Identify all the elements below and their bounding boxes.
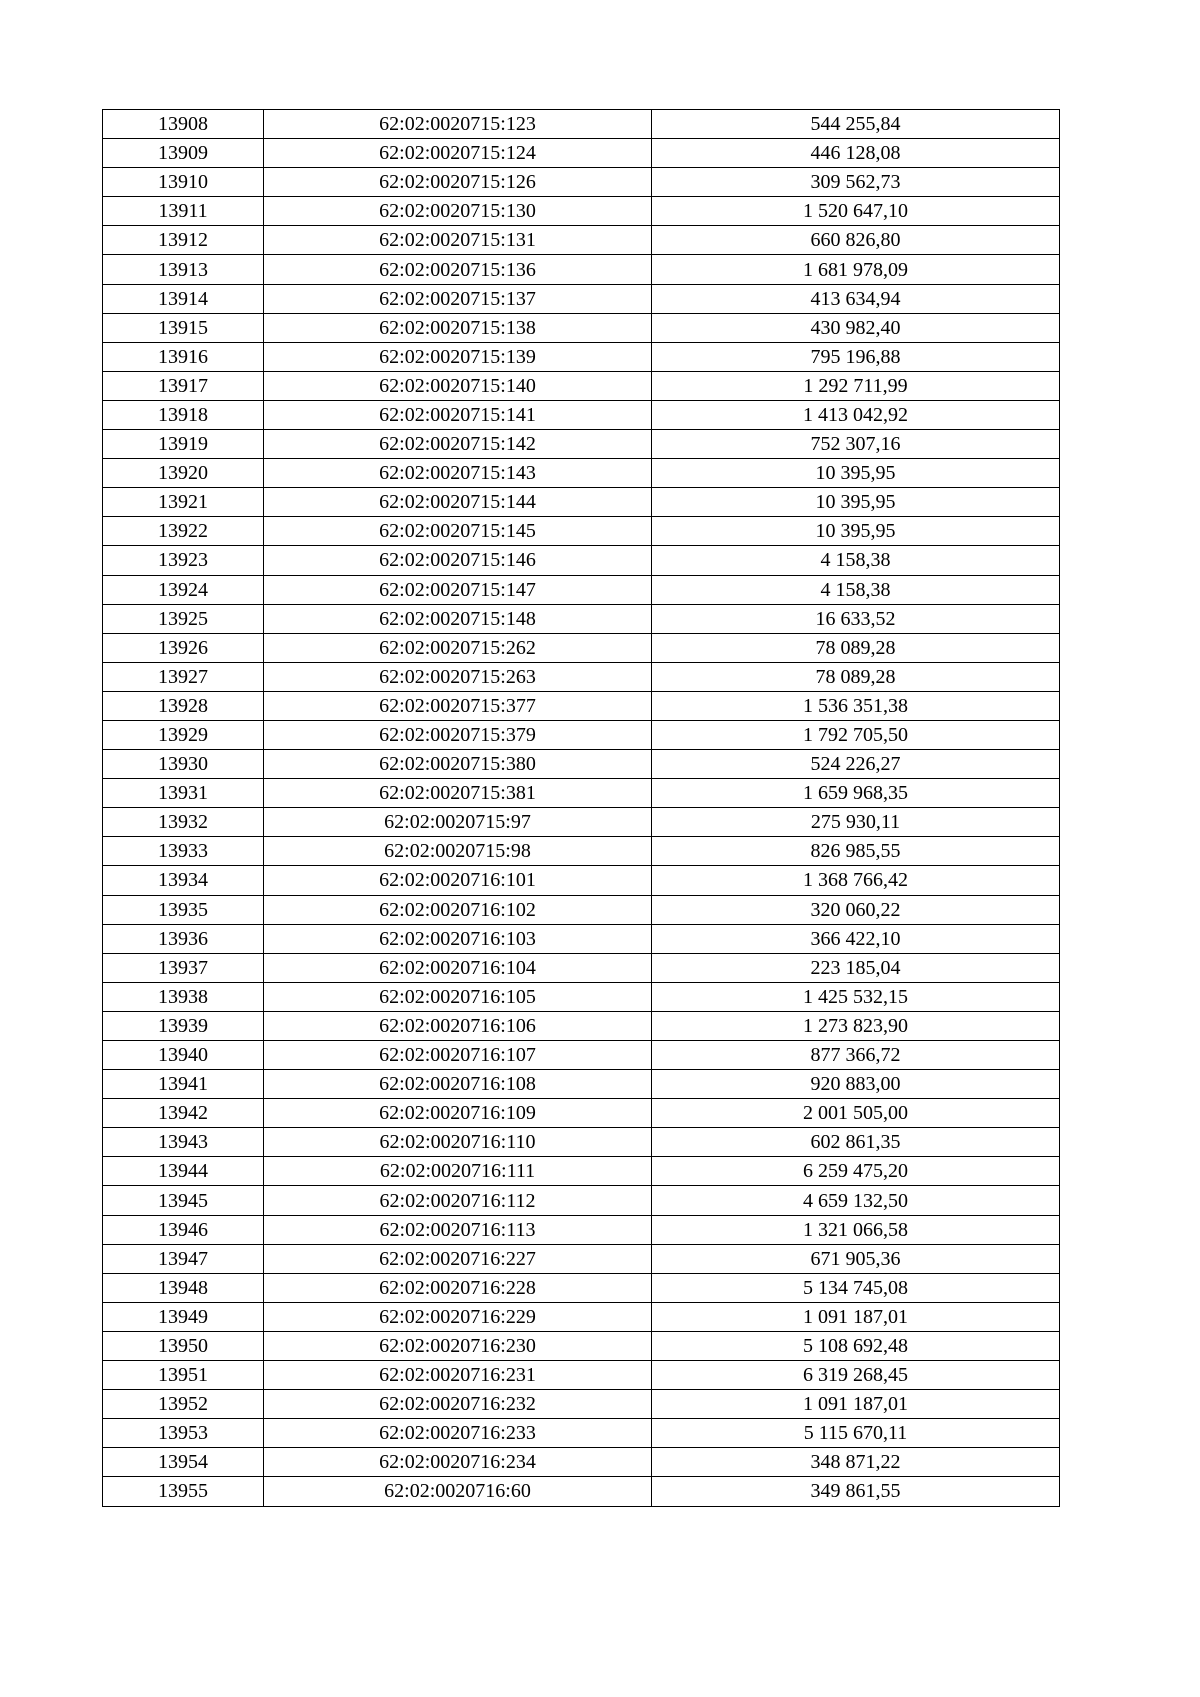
cadastral-value-cell: 1 792 705,50 [652,720,1060,749]
table-row [103,691,1060,720]
row-number-cell: 13924 [103,575,264,604]
table-row [103,633,1060,662]
row-number-cell: 13927 [103,662,264,691]
table-row [103,342,1060,371]
cadastral-number-cell: 62:02:0020715:381 [264,779,652,808]
table-row [103,1157,1060,1186]
cadastral-value-cell: 78 089,28 [652,633,1060,662]
cadastral-value-cell: 1 536 351,38 [652,691,1060,720]
cadastral-number-cell: 62:02:0020716:228 [264,1273,652,1302]
cadastral-value-cell: 349 861,55 [652,1477,1060,1506]
table-row [103,1273,1060,1302]
table-row [103,895,1060,924]
cadastral-value-cell: 366 422,10 [652,924,1060,953]
row-number-cell: 13943 [103,1128,264,1157]
cadastral-number-cell: 62:02:0020716:107 [264,1041,652,1070]
cadastral-number-cell: 62:02:0020715:130 [264,197,652,226]
cadastral-value-cell: 524 226,27 [652,750,1060,779]
cadastral-number-cell: 62:02:0020715:147 [264,575,652,604]
row-number-cell: 13920 [103,459,264,488]
cadastral-number-cell: 62:02:0020716:112 [264,1186,652,1215]
table-row [103,197,1060,226]
cadastral-value-cell: 1 292 711,99 [652,371,1060,400]
row-number-cell: 13939 [103,1011,264,1040]
cadastral-value-cell: 4 659 132,50 [652,1186,1060,1215]
table-row [103,866,1060,895]
cadastral-value-cell: 602 861,35 [652,1128,1060,1157]
cadastral-number-cell: 62:02:0020715:139 [264,342,652,371]
cadastral-value-cell: 446 128,08 [652,139,1060,168]
cadastral-number-cell: 62:02:0020716:60 [264,1477,652,1506]
cadastral-number-cell: 62:02:0020715:262 [264,633,652,662]
cadastral-value-table [102,109,1060,1507]
row-number-cell: 13912 [103,226,264,255]
cadastral-value-cell: 1 681 978,09 [652,255,1060,284]
row-number-cell: 13932 [103,808,264,837]
cadastral-value-cell: 5 115 670,11 [652,1419,1060,1448]
cadastral-number-cell: 62:02:0020715:141 [264,400,652,429]
cadastral-number-cell: 62:02:0020716:104 [264,953,652,982]
cadastral-number-cell: 62:02:0020716:109 [264,1099,652,1128]
cadastral-number-cell: 62:02:0020716:110 [264,1128,652,1157]
row-number-cell: 13922 [103,517,264,546]
row-number-cell: 13923 [103,546,264,575]
cadastral-number-cell: 62:02:0020716:101 [264,866,652,895]
table-row [103,1477,1060,1506]
table-row [103,139,1060,168]
cadastral-number-cell: 62:02:0020715:140 [264,371,652,400]
table-row [103,1099,1060,1128]
cadastral-value-cell: 4 158,38 [652,575,1060,604]
cadastral-number-cell: 62:02:0020716:108 [264,1070,652,1099]
cadastral-number-cell: 62:02:0020716:105 [264,982,652,1011]
table-row [103,284,1060,313]
table-row [103,110,1060,139]
row-number-cell: 13934 [103,866,264,895]
row-number-cell: 13933 [103,837,264,866]
cadastral-number-cell: 62:02:0020716:229 [264,1302,652,1331]
row-number-cell: 13955 [103,1477,264,1506]
cadastral-value-cell: 78 089,28 [652,662,1060,691]
row-number-cell: 13951 [103,1361,264,1390]
table-row [103,255,1060,284]
table-row [103,750,1060,779]
cadastral-number-cell: 62:02:0020715:98 [264,837,652,866]
cadastral-value-cell: 430 982,40 [652,313,1060,342]
cadastral-value-cell: 1 520 647,10 [652,197,1060,226]
table-row [103,1041,1060,1070]
row-number-cell: 13945 [103,1186,264,1215]
cadastral-value-cell: 2 001 505,00 [652,1099,1060,1128]
table-row [103,1186,1060,1215]
row-number-cell: 13915 [103,313,264,342]
table-body [103,110,1060,1507]
table-row [103,459,1060,488]
cadastral-number-cell: 62:02:0020716:103 [264,924,652,953]
table-row [103,1244,1060,1273]
cadastral-number-cell: 62:02:0020715:143 [264,459,652,488]
cadastral-number-cell: 62:02:0020715:137 [264,284,652,313]
table-row [103,575,1060,604]
row-number-cell: 13942 [103,1099,264,1128]
cadastral-number-cell: 62:02:0020715:146 [264,546,652,575]
table-row [103,1419,1060,1448]
table-row [103,488,1060,517]
cadastral-value-cell: 16 633,52 [652,604,1060,633]
cadastral-value-cell: 826 985,55 [652,837,1060,866]
cadastral-value-cell: 1 273 823,90 [652,1011,1060,1040]
cadastral-number-cell: 62:02:0020716:113 [264,1215,652,1244]
cadastral-number-cell: 62:02:0020715:97 [264,808,652,837]
row-number-cell: 13916 [103,342,264,371]
table-row [103,430,1060,459]
cadastral-number-cell: 62:02:0020716:106 [264,1011,652,1040]
cadastral-number-cell: 62:02:0020715:126 [264,168,652,197]
row-number-cell: 13914 [103,284,264,313]
cadastral-value-cell: 1 091 187,01 [652,1302,1060,1331]
table-row [103,517,1060,546]
row-number-cell: 13910 [103,168,264,197]
row-number-cell: 13950 [103,1331,264,1360]
table-row [103,168,1060,197]
table-row [103,779,1060,808]
table-row [103,604,1060,633]
cadastral-value-cell: 348 871,22 [652,1448,1060,1477]
table-row [103,226,1060,255]
table-row [103,924,1060,953]
cadastral-number-cell: 62:02:0020715:124 [264,139,652,168]
row-number-cell: 13921 [103,488,264,517]
cadastral-value-cell: 1 425 532,15 [652,982,1060,1011]
cadastral-value-cell: 5 108 692,48 [652,1331,1060,1360]
row-number-cell: 13947 [103,1244,264,1273]
cadastral-number-cell: 62:02:0020716:233 [264,1419,652,1448]
cadastral-number-cell: 62:02:0020716:232 [264,1390,652,1419]
cadastral-value-cell: 795 196,88 [652,342,1060,371]
row-number-cell: 13937 [103,953,264,982]
cadastral-number-cell: 62:02:0020716:227 [264,1244,652,1273]
cadastral-number-cell: 62:02:0020715:131 [264,226,652,255]
row-number-cell: 13913 [103,255,264,284]
cadastral-number-cell: 62:02:0020715:123 [264,110,652,139]
cadastral-number-cell: 62:02:0020716:111 [264,1157,652,1186]
row-number-cell: 13946 [103,1215,264,1244]
table-row [103,1011,1060,1040]
cadastral-value-cell: 10 395,95 [652,488,1060,517]
table-row [103,1302,1060,1331]
row-number-cell: 13952 [103,1390,264,1419]
table-row [103,837,1060,866]
table-row [103,546,1060,575]
cadastral-number-cell: 62:02:0020715:380 [264,750,652,779]
table-row [103,1128,1060,1157]
cadastral-value-cell: 6 259 475,20 [652,1157,1060,1186]
cadastral-value-cell: 1 091 187,01 [652,1390,1060,1419]
row-number-cell: 13917 [103,371,264,400]
row-number-cell: 13925 [103,604,264,633]
cadastral-number-cell: 62:02:0020715:377 [264,691,652,720]
table-row [103,982,1060,1011]
row-number-cell: 13938 [103,982,264,1011]
table-row [103,1070,1060,1099]
cadastral-number-cell: 62:02:0020715:144 [264,488,652,517]
row-number-cell: 13954 [103,1448,264,1477]
cadastral-value-cell: 275 930,11 [652,808,1060,837]
row-number-cell: 13911 [103,197,264,226]
row-number-cell: 13928 [103,691,264,720]
cadastral-number-cell: 62:02:0020715:148 [264,604,652,633]
table-row [103,371,1060,400]
row-number-cell: 13909 [103,139,264,168]
cadastral-value-cell: 6 319 268,45 [652,1361,1060,1390]
row-number-cell: 13953 [103,1419,264,1448]
cadastral-value-cell: 320 060,22 [652,895,1060,924]
row-number-cell: 13940 [103,1041,264,1070]
cadastral-number-cell: 62:02:0020715:263 [264,662,652,691]
cadastral-value-cell: 752 307,16 [652,430,1060,459]
row-number-cell: 13948 [103,1273,264,1302]
cadastral-value-cell: 1 368 766,42 [652,866,1060,895]
table-row [103,1361,1060,1390]
cadastral-number-cell: 62:02:0020715:138 [264,313,652,342]
table-row [103,720,1060,749]
row-number-cell: 13919 [103,430,264,459]
row-number-cell: 13918 [103,400,264,429]
table-row [103,662,1060,691]
table-row [103,953,1060,982]
cadastral-number-cell: 62:02:0020715:136 [264,255,652,284]
cadastral-number-cell: 62:02:0020716:231 [264,1361,652,1390]
table-row [103,808,1060,837]
table-row [103,1390,1060,1419]
cadastral-value-cell: 10 395,95 [652,517,1060,546]
cadastral-number-cell: 62:02:0020716:230 [264,1331,652,1360]
cadastral-value-cell: 1 659 968,35 [652,779,1060,808]
cadastral-number-cell: 62:02:0020715:145 [264,517,652,546]
cadastral-value-cell: 544 255,84 [652,110,1060,139]
row-number-cell: 13926 [103,633,264,662]
table-row [103,313,1060,342]
table-row [103,1448,1060,1477]
row-number-cell: 13929 [103,720,264,749]
table-row [103,400,1060,429]
cadastral-number-cell: 62:02:0020716:234 [264,1448,652,1477]
cadastral-value-cell: 413 634,94 [652,284,1060,313]
cadastral-number-cell: 62:02:0020715:142 [264,430,652,459]
cadastral-value-cell: 671 905,36 [652,1244,1060,1273]
cadastral-value-cell: 309 562,73 [652,168,1060,197]
row-number-cell: 13949 [103,1302,264,1331]
cadastral-value-cell: 920 883,00 [652,1070,1060,1099]
cadastral-value-cell: 1 321 066,58 [652,1215,1060,1244]
row-number-cell: 13944 [103,1157,264,1186]
cadastral-value-cell: 10 395,95 [652,459,1060,488]
cadastral-value-cell: 660 826,80 [652,226,1060,255]
row-number-cell: 13936 [103,924,264,953]
cadastral-value-cell: 1 413 042,92 [652,400,1060,429]
cadastral-value-cell: 877 366,72 [652,1041,1060,1070]
cadastral-value-cell: 4 158,38 [652,546,1060,575]
table-row [103,1215,1060,1244]
row-number-cell: 13935 [103,895,264,924]
cadastral-number-cell: 62:02:0020715:379 [264,720,652,749]
row-number-cell: 13931 [103,779,264,808]
row-number-cell: 13941 [103,1070,264,1099]
row-number-cell: 13930 [103,750,264,779]
cadastral-number-cell: 62:02:0020716:102 [264,895,652,924]
row-number-cell: 13908 [103,110,264,139]
table-row [103,1331,1060,1360]
cadastral-value-cell: 223 185,04 [652,953,1060,982]
cadastral-value-cell: 5 134 745,08 [652,1273,1060,1302]
